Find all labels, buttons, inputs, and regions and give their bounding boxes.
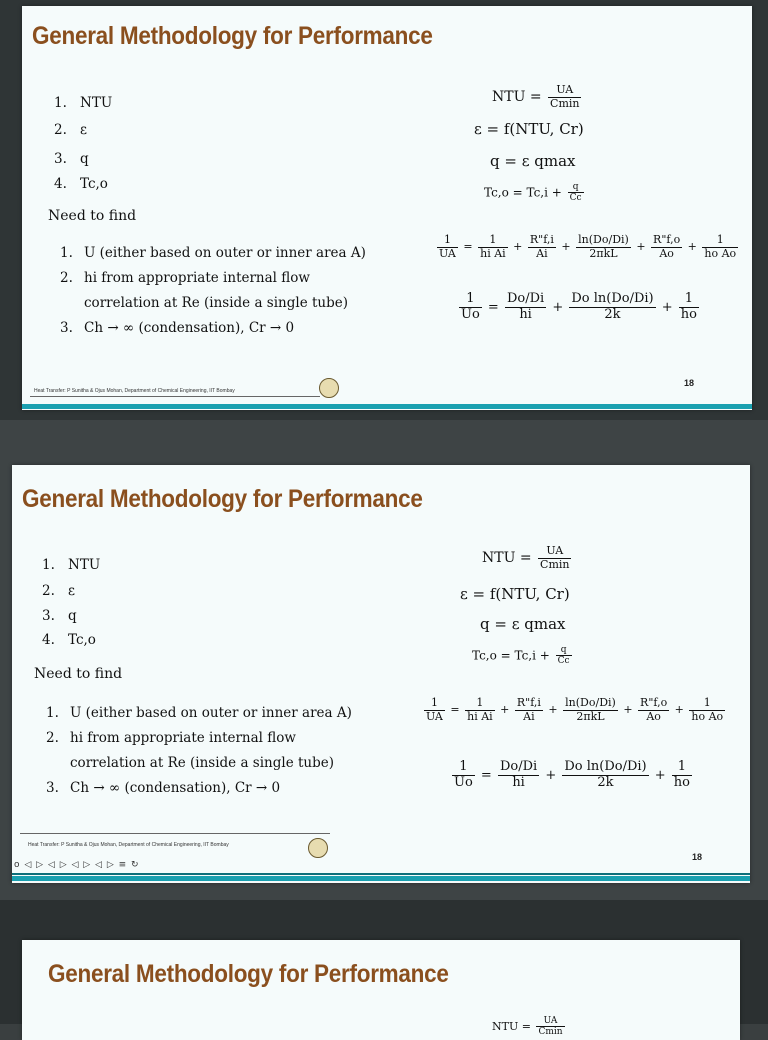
need-to-find-heading: Need to find bbox=[48, 208, 137, 224]
list-item-tco: 4. Tc,o bbox=[54, 176, 108, 192]
list-item-ntu: 1. NTU bbox=[54, 95, 113, 111]
accent-bar bbox=[22, 404, 752, 409]
need-item-u: 1. U (either based on outer or inner area A) bbox=[60, 245, 366, 261]
slide-top bbox=[22, 6, 752, 410]
slide-title: General Methodology for Performance bbox=[48, 960, 449, 988]
list-item-ntu: 1. NTU bbox=[42, 557, 101, 573]
iit-logo-icon bbox=[319, 378, 339, 398]
presentation-controls[interactable]: o ◁ ▷ ◁ ▷ ◁ ▷ ◁ ▷ ≡ ↻ bbox=[14, 860, 140, 870]
accent-line bbox=[12, 873, 750, 875]
list-item-q: 3. q bbox=[54, 151, 89, 167]
slide-middle bbox=[12, 465, 750, 883]
footer-divider bbox=[20, 833, 330, 834]
list-item-epsilon: 2. ε bbox=[42, 583, 75, 599]
accent-bar bbox=[12, 876, 750, 881]
equation-epsilon: ε = f(NTU, Cr) bbox=[460, 585, 570, 603]
need-item-condensation: 3. Ch → ∞ (condensation), Cr → 0 bbox=[60, 320, 295, 336]
equation-ua: $\frac{1}{UA}$ = $\frac{1}{\text{hi Ai}}$ + $\frac{R"f,i}{Ai}$ + $\frac{\ln(Do/Di)}{\text{2πkL}}$ + $\frac{R"f,o}{Ao}$ + $\frac{1}{\text{ho Ao}}$ bbox=[439, 233, 737, 260]
equation-ua: $\frac{1}{UA}$ = $\frac{1}{\text{hi Ai}}$ + $\frac{R"f,i}{Ai}$ + $\frac{\ln(Do/Di)}{\text{2πkL}}$ + $\frac{R"f,o}{Ao}$ + $\frac{1}{\text{ho Ao}}$ bbox=[426, 696, 724, 723]
list-item-epsilon: 2. ε bbox=[54, 122, 87, 138]
list-item-tco: 4. Tc,o bbox=[42, 632, 96, 648]
equation-ntu: NTU = $\frac{UA}{Cmin}$ bbox=[482, 544, 570, 571]
footer-divider bbox=[30, 396, 320, 397]
slide-title: General Methodology for Performance bbox=[22, 485, 423, 513]
equation-ntu: NTU = $\frac{UA}{Cmin}$ bbox=[492, 1016, 563, 1038]
page-number: 18 bbox=[684, 378, 695, 388]
footer-credit: Heat Transfer: P Sunitha & Ojus Mohan, Department of Chemical Engineering, IIT Bombay bbox=[34, 388, 235, 394]
need-to-find-heading: Need to find bbox=[34, 666, 123, 682]
slide-title: General Methodology for Performance bbox=[32, 22, 433, 50]
need-item-hi: 2. hi from appropriate internal flow correlation at Re (inside a single tube) bbox=[46, 730, 335, 771]
iit-logo-icon bbox=[308, 838, 328, 858]
equation-tco: Tc,o = Tc,i + $\frac{q}{Cc}$ bbox=[484, 182, 582, 204]
equation-ntu: NTU = $\frac{UA}{Cmin}$ bbox=[492, 83, 580, 110]
equation-q: q = ε qmax bbox=[490, 152, 576, 170]
page-number: 18 bbox=[692, 852, 703, 862]
slide-bottom bbox=[22, 940, 740, 1040]
need-item-hi: 2. hi from appropriate internal flow correlation at Re (inside a single tube) bbox=[60, 270, 349, 311]
need-item-condensation: 3. Ch → ∞ (condensation), Cr → 0 bbox=[46, 780, 281, 796]
equation-tco: Tc,o = Tc,i + $\frac{q}{Cc}$ bbox=[472, 645, 570, 667]
equation-epsilon: ε = f(NTU, Cr) bbox=[474, 120, 584, 138]
equation-uo: $\frac{1}{Uo}$ = $\frac{Do/Di}{hi}$ + $\frac{\text{Do ln(Do/Di)}}{2k}$ + $\frac{1}{ho}$ bbox=[461, 291, 697, 322]
equation-q: q = ε qmax bbox=[480, 615, 566, 633]
footer-credit: Heat Transfer: P Sunitha & Ojus Mohan, Department of Chemical Engineering, IIT Bombay bbox=[28, 842, 229, 848]
need-item-u: 1. U (either based on outer or inner area A) bbox=[46, 705, 352, 721]
equation-uo: $\frac{1}{Uo}$ = $\frac{Do/Di}{hi}$ + $\frac{\text{Do ln(Do/Di)}}{2k}$ + $\frac{1}{ho}$ bbox=[454, 759, 690, 790]
list-item-q: 3. q bbox=[42, 608, 77, 624]
